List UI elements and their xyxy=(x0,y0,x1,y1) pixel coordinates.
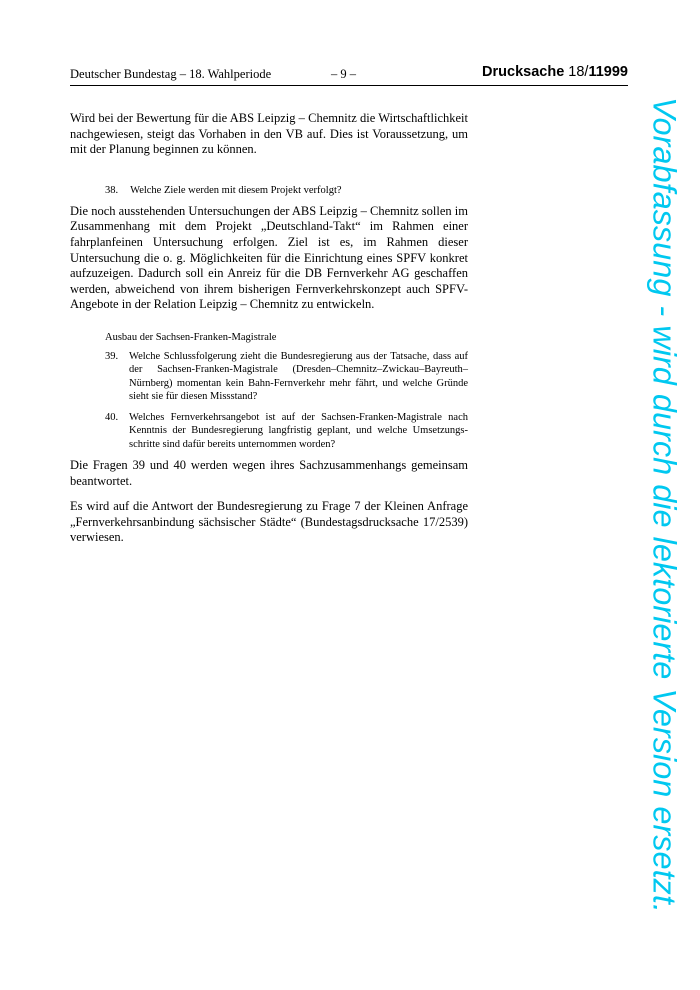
drucksache-period: 18/ xyxy=(568,64,589,80)
question-38 xyxy=(70,184,468,198)
document-body xyxy=(70,111,468,546)
header-parliament: Deutscher Bundestag – 18. Wahlperiode xyxy=(70,67,272,81)
answer-38: Die noch ausstehenden Untersuchungen der ABS Leipzig – Chemnitz sollen im Zusammenhang mit dem Projekt „Deutschland-Takt“ im Rahmen einer fahrplanfeinen Untersuchung erfolgen. Ziel ist es, im Rahmen dieser Untersuchung die o. g. Möglichkeiten für die Einrichtung eines SPFV konkret aufzuzeigen. Dadurch soll ein Anreiz für die DB Fernverkehr AG geschaffen werden, abweichend von ihrem bisherigen Fernverkehrskonzept auch SPFV-Angebote in der Relation Leipzig – Chemnitz zu entwickeln. xyxy=(70,203,468,312)
drucksache-number: 11999 xyxy=(588,64,628,80)
drucksache-id xyxy=(482,64,628,80)
page-header xyxy=(70,64,628,86)
page-number: – 9 – xyxy=(331,67,356,81)
question-39 xyxy=(70,350,468,403)
question-text: Welche Ziele werden mit diesem Projekt verfolgt? xyxy=(130,184,342,196)
question-number: 38. xyxy=(105,184,119,196)
question-text: Welches Fernverkehrsangebot ist auf der Sachsen-Franken-Magistrale nach Kenntnis der Bundesregierung langfristig geplant, und welche Umsetzungsschritte sind dafür bereits unternommen worden? xyxy=(129,412,468,450)
section-subheading: Ausbau der Sachsen-Franken-Magistrale xyxy=(105,331,277,343)
draft-watermark: Vorabfassung - wird durch die lektorierte Version ersetzt. xyxy=(646,97,683,913)
question-40 xyxy=(70,411,468,451)
drucksache-label: Drucksache xyxy=(482,64,565,80)
question-number: 40. xyxy=(105,412,119,424)
question-list xyxy=(70,350,468,451)
answer-39-40-reference: Es wird auf die Antwort der Bundesregierung zu Frage 7 der Kleinen Anfrage „Fernverkehrsanbindung sächsischer Städte“ (Bundestagsdrucksache 17/2539) verwiesen. xyxy=(70,499,468,545)
question-number: 39. xyxy=(105,350,119,362)
intro-paragraph: Wird bei der Bewertung für die ABS Leipzig – Chemnitz die Wirtschaftlichkeit nachgewiesen, steigt das Vorhaben in den VB auf. Dies ist Voraussetzung, um mit der Planung beginnen zu können. xyxy=(70,111,468,157)
answer-39-40-intro: Die Fragen 39 und 40 werden wegen ihres Sachzusammenhangs gemeinsam beantwortet. xyxy=(70,458,468,488)
question-text: Welche Schlussfolgerung zieht die Bundesregierung aus der Tatsache, dass auf der Sachsen-Franken-Magistrale (Dresden–Chemnitz–Zwickau–Bayreuth–Nürnberg) momentan kein Bahn-Fernverkehr mehr fährt, und welche Gründe sieht sie für diesen Missstand? xyxy=(129,350,468,402)
